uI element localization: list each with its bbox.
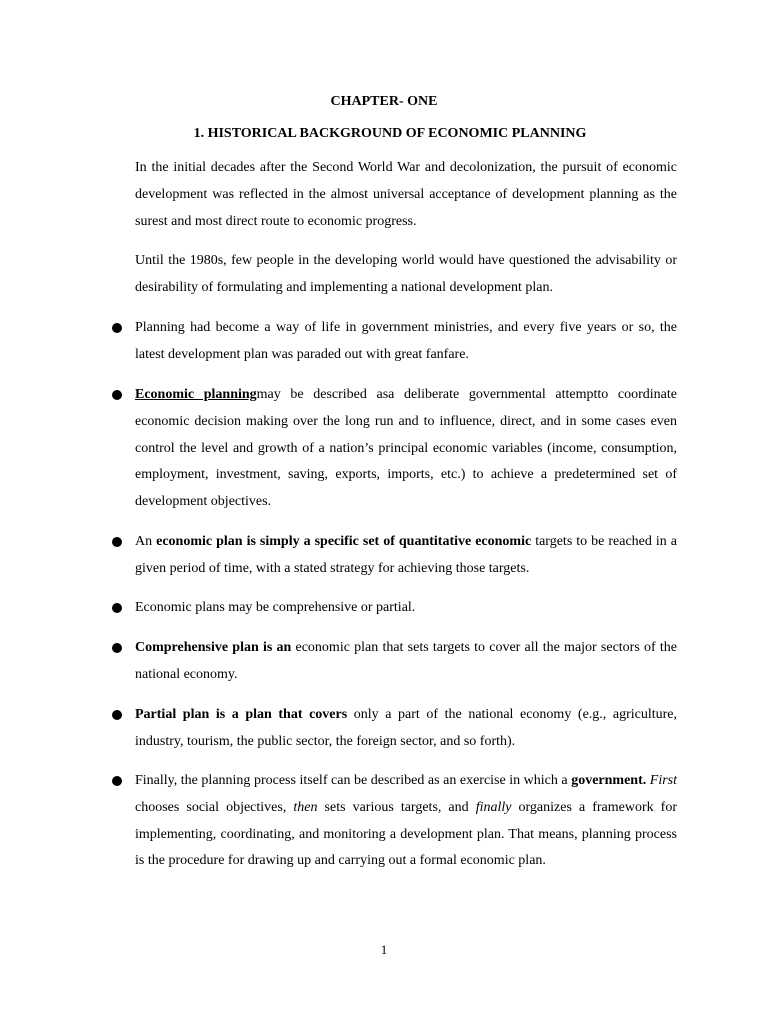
bullet-icon bbox=[112, 537, 122, 547]
bullet-planning-way-of-life: Planning had become a way of life in government ministries, and every five years or so, the latest development plan was paraded out with great fanfare. bbox=[135, 320, 677, 362]
bullet-plan-types: Economic plans may be comprehensive or partial. bbox=[135, 600, 416, 615]
term-economic-planning: Economic planning bbox=[135, 387, 257, 402]
paragraph-intro: In the initial decades after the Second World War and decolonization, the pursuit of economic development was reflected in the almost universal acceptance of development planning as the surest and most direct route to economic progress. bbox=[135, 160, 677, 229]
bullet-icon bbox=[112, 603, 122, 613]
bullet-economic-plan: An economic plan is simply a specific set of quantitative economic targets to be reached in a given period of time, with a stated strategy for achieving those targets. bbox=[135, 534, 677, 576]
bullet-economic-planning-definition: Economic planningmay be described asa deliberate governmental attemptto coordinate economic decision making over the long run and to influence, direct, and in some cases even control the level and growth of a nation’s principal economic variables (income, consumption, employment, investment, saving, exports, imports, etc.) to achieve a predetermined set of development objectives. bbox=[135, 387, 677, 510]
bullet-icon bbox=[112, 776, 122, 786]
bullet-icon bbox=[112, 390, 122, 400]
bullet-comprehensive-plan: Comprehensive plan is an economic plan that sets targets to cover all the major sectors of the national economy. bbox=[135, 640, 677, 682]
bullet-icon bbox=[112, 323, 122, 333]
chapter-title: CHAPTER- ONE bbox=[330, 94, 438, 109]
bullet-partial-plan: Partial plan is a plan that covers only a part of the national economy (e.g., agriculture, industry, tourism, the public sector, the foreign sector, and so forth). bbox=[135, 707, 678, 749]
bullet-planning-process: Finally, the planning process itself can be described as an exercise in which a government. First chooses social objectives, then sets various targets, and finally organizes a framework for implementing, coordinating, and monitoring a development plan. That means, planning process is the procedure for drawing up and carrying out a formal economic plan. bbox=[135, 773, 678, 869]
section-heading: 1. HISTORICAL BACKGROUND OF ECONOMIC PLANNING bbox=[193, 126, 587, 141]
bullet-icon bbox=[112, 710, 122, 720]
page-number: 1 bbox=[380, 942, 388, 957]
paragraph-1980s: Until the 1980s, few people in the developing world would have questioned the advisability or desirability of formulating and implementing a national development plan. bbox=[135, 253, 677, 295]
bullet-icon bbox=[112, 643, 122, 653]
